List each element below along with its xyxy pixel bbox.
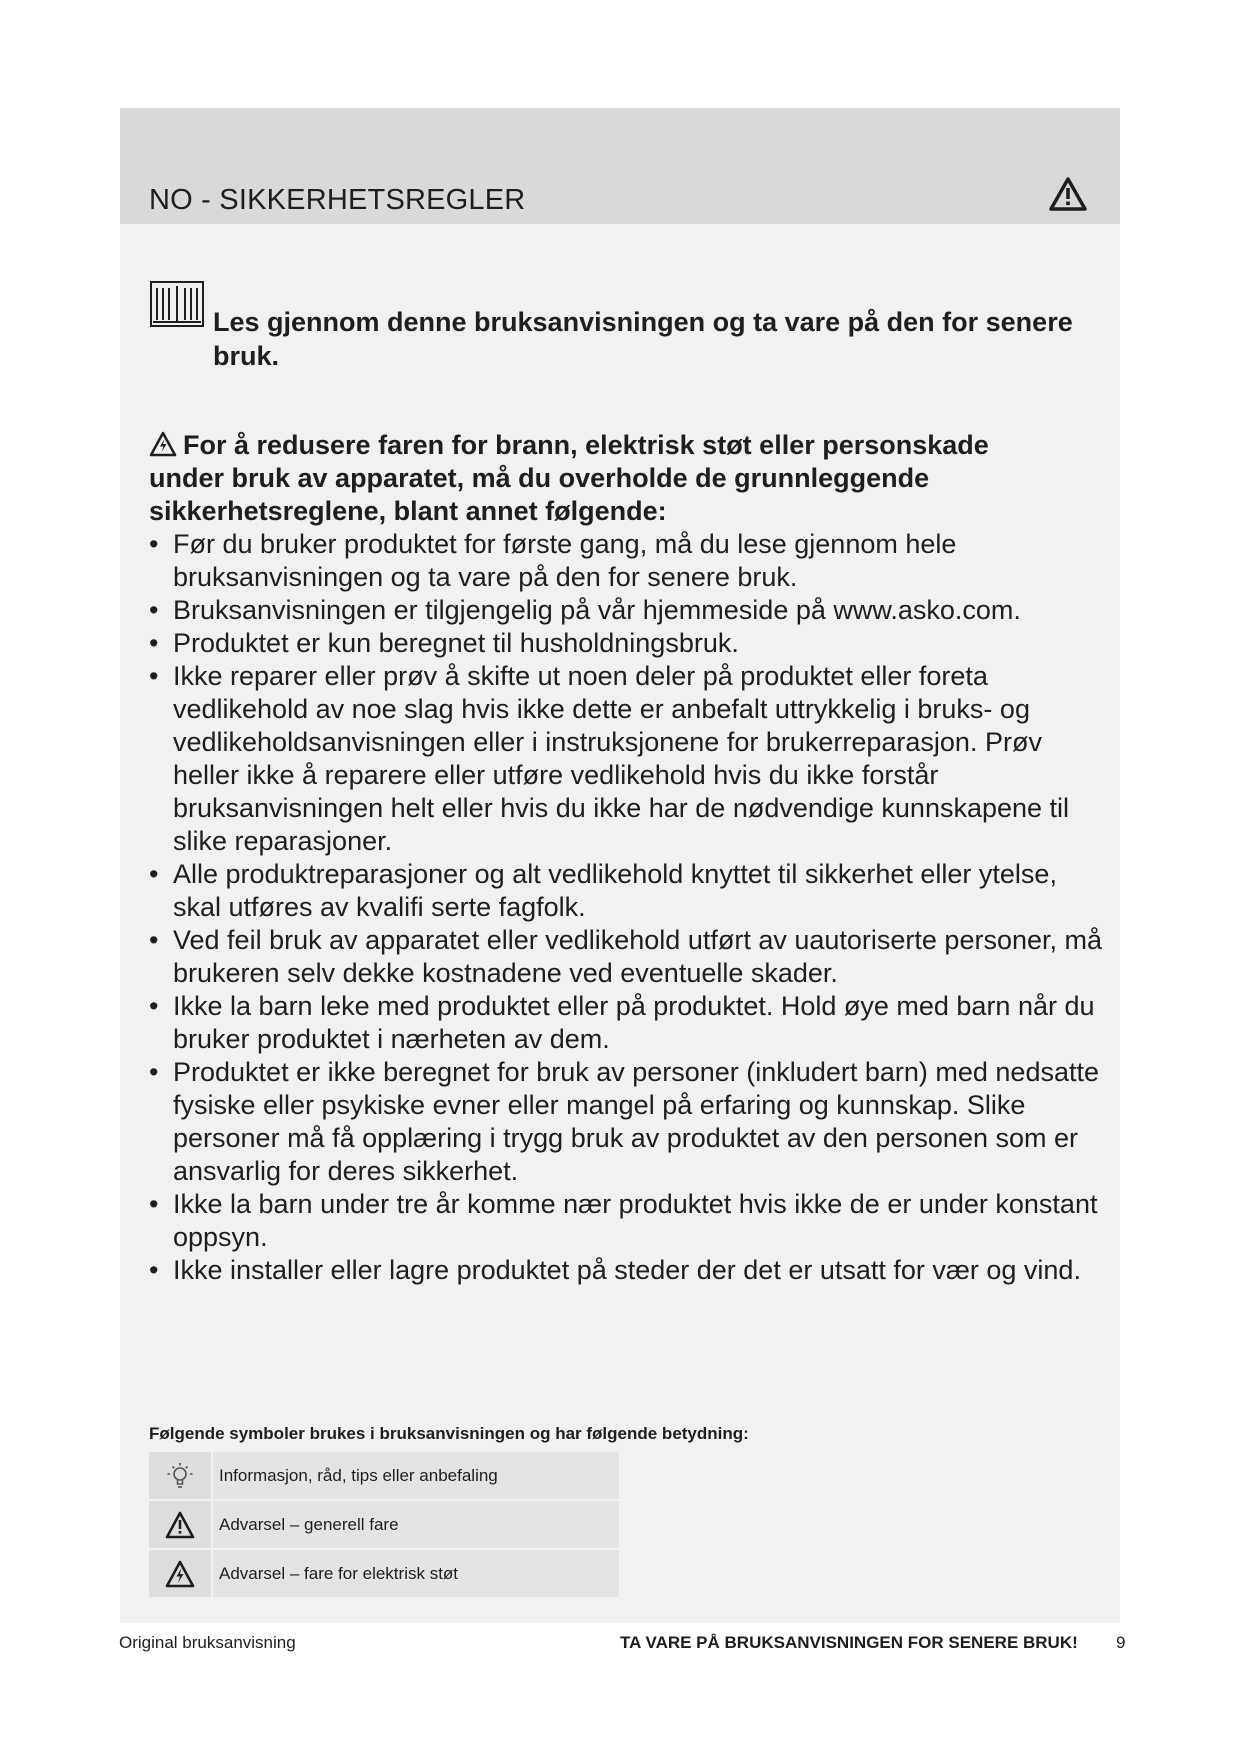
list-item: • Bruksanvisningen er tilgjengelig på vår hjemmeside på www.asko.com. [149,594,1109,627]
symbol-description: Informasjon, råd, tips eller anbefaling [213,1452,619,1499]
warning-triangle-icon [1048,176,1088,212]
list-item: • Ved feil bruk av apparatet eller vedlikehold utført av uautoriserte personer, må brukeren selv dekke kostnadene ved eventuelle skader. [149,924,1109,990]
warning-triangle-icon [149,431,177,457]
table-row [149,1550,619,1597]
warning-triangle-icon [165,1511,195,1539]
electric-warning-icon [165,1560,195,1588]
read-instructions-text: Les gjennom denne bruksanvisningen og ta vare på den for senere bruk. [213,307,1073,371]
page-number: 9 [1116,1633,1126,1652]
lightbulb-icon [165,1461,195,1491]
list-item: • Alle produktreparasjoner og alt vedlikehold knyttet til sikkerhet eller ytelse, skal utføres av kvalifi serte fagfolk. [149,858,1109,924]
list-item: • Ikke la barn leke med produktet eller på produktet. Hold øye med barn når du bruker produktet i nærheten av dem. [149,990,1109,1056]
section-header [120,108,1120,224]
list-item: • Produktet er kun beregnet til husholdningsbruk. [149,627,1109,660]
symbols-table [149,1452,619,1599]
safety-panel [120,108,1120,1623]
list-item: • Ikke installer eller lagre produktet på steder der det er utsatt for vær og vind. [149,1254,1109,1287]
list-item: • Produktet er ikke beregnet for bruk av personer (inkludert barn) med nedsatte fysiske eller psykiske evner eller mangel på erfaring og kunnskap. Slike personer må få opplæring i trygg bruk av produktet av den personen som er ansvarlig for deres sikkerhet. [149,1056,1109,1188]
warning-intro-text: For å redusere faren for brann, elektrisk støt eller personskade under bruk av apparatet, må du overholde de grunnleggende sikkerhetsreglene, blant annet følgende: [149,430,989,526]
symbols-heading: Følgende symboler brukes i bruksanvisningen og har følgende betydning: [149,1424,749,1443]
safety-warnings [149,429,1109,1287]
table-row [149,1452,619,1499]
footer-reminder: TA VARE PÅ BRUKSANVISNINGEN FOR SENERE BRUK! [620,1633,1078,1652]
footer-document-type: Original bruksanvisning [119,1633,296,1652]
list-item: • Ikke reparer eller prøv å skifte ut noen deler på produktet eller foreta vedlikehold av noe slag hvis ikke dette er anbefalt uttrykkelig i bruks- og vedlikeholdsanvisningen eller i instruksjonene for brukerreparasjon. Prøv heller ikke å reparere eller utføre vedlikehold hvis du ikke forstår bruksanvisningen helt eller hvis du ikke har de nødvendige kunnskapene til slike reparasjoner. [149,660,1109,858]
table-row [149,1501,619,1548]
symbol-description: Advarsel – generell fare [213,1501,619,1548]
list-item: • Ikke la barn under tre år komme nær produktet hvis ikke de er under konstant oppsyn. [149,1188,1109,1254]
symbol-description: Advarsel – fare for elektrisk støt [213,1550,619,1597]
book-icon [149,278,205,330]
safety-rules-list [149,528,1109,1287]
section-title: NO - SIKKERHETSREGLER [149,184,526,216]
warning-intro [149,429,1049,528]
list-item: • Før du bruker produktet for første gang, må du lese gjennom hele bruksanvisningen og ta vare på den for senere bruk. [149,528,1109,594]
